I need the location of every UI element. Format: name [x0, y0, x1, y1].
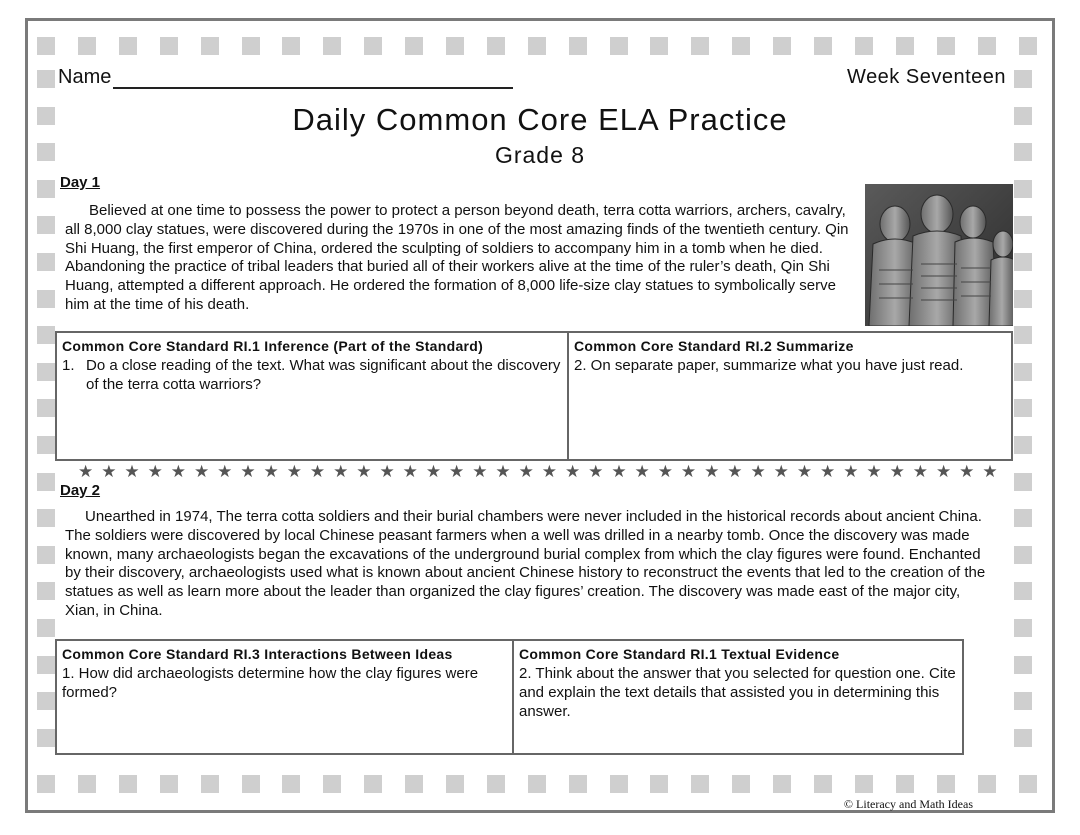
border-square: [446, 37, 464, 55]
copyright-notice: © Literacy and Math Ideas: [843, 797, 973, 811]
star-icon: ★: [170, 462, 186, 481]
star-icon: ★: [704, 462, 720, 481]
border-square: [732, 37, 750, 55]
border-square: [37, 473, 55, 491]
star-icon: ★: [611, 462, 627, 481]
border-square: [1014, 619, 1032, 637]
border-square: [1014, 656, 1032, 674]
border-square: [855, 775, 873, 793]
day2-questions-table: [55, 639, 964, 755]
star-icon: ★: [773, 462, 789, 481]
border-square: [650, 775, 668, 793]
border-square: [610, 775, 628, 793]
border-square: [1014, 326, 1032, 344]
star-icon: ★: [866, 462, 882, 481]
grade-label: Grade 8: [494, 142, 586, 168]
border-square: [323, 37, 341, 55]
border-square: [37, 656, 55, 674]
border-square: [37, 436, 55, 454]
border-square: [569, 775, 587, 793]
star-divider: [78, 462, 998, 482]
border-square: [160, 775, 178, 793]
border-square: [1014, 509, 1032, 527]
day2-question2-text: 2. Think about the answer that you selected for question one. Cite and explain the text details that assisted you in determining this answer.: [519, 665, 956, 720]
border-square: [1014, 582, 1032, 600]
border-square: [37, 619, 55, 637]
day1-question2-cell[interactable]: [567, 333, 1011, 459]
border-square: [937, 775, 955, 793]
border-square: [37, 253, 55, 271]
star-icon: ★: [588, 462, 604, 481]
day2-passage: Unearthed in 1974, The terra cotta soldiers and their burial chambers were never included in the historical records about ancient China. The soldiers were discovered by local Chinese peasant farmers when a well was drilled in a nearby tomb. Once the discovery was made known, many archaeologists began the excavations of the underground burial complex from which the clay figures were found. Enchanted by their discovery, archaeologists used what is known about ancient Chinese history to reconstruct the events that led to the creation of the statues as well as learn more about the leader than organized the clay figures’ creation. The discovery was made east of the major city, Xian, in China.: [65, 508, 986, 619]
border-square: [1014, 253, 1032, 271]
border-square: [37, 290, 55, 308]
border-square: [119, 37, 137, 55]
border-square: [855, 37, 873, 55]
border-square: [37, 775, 55, 793]
star-icon: ★: [286, 462, 302, 481]
star-icon: ★: [750, 462, 766, 481]
border-square: [1014, 692, 1032, 710]
star-icon: ★: [472, 462, 488, 481]
day2-question2-cell[interactable]: [512, 641, 962, 753]
border-square: [732, 775, 750, 793]
border-square: [1019, 37, 1037, 55]
border-square: [691, 775, 709, 793]
star-icon: ★: [101, 462, 117, 481]
border-square: [119, 775, 137, 793]
day1-question2-standard: Common Core Standard RI.2 Summarize: [574, 338, 854, 354]
star-icon: ★: [309, 462, 326, 481]
border-square: [896, 37, 914, 55]
star-icon: ★: [240, 462, 256, 481]
border-square: [814, 37, 832, 55]
star-icon: ★: [935, 462, 952, 481]
day1-question1-text: Do a close reading of the text. What was significant about the discovery of the terra cotta warriors?: [86, 357, 561, 393]
day1-question1-standard: Common Core Standard RI.1 Inference (Part of the Standard): [62, 338, 484, 354]
terra-cotta-warriors-photo: [865, 184, 1013, 326]
border-square: [1014, 216, 1032, 234]
name-label: Name: [58, 66, 112, 88]
border-square: [37, 363, 55, 381]
border-square: [405, 37, 423, 55]
day2-heading: Day 2: [60, 482, 101, 499]
border-square: [405, 775, 423, 793]
day2-question1-cell[interactable]: [57, 641, 512, 753]
border-square: [37, 216, 55, 234]
star-icon: ★: [402, 462, 418, 481]
border-square: [691, 37, 709, 55]
border-square: [323, 775, 341, 793]
border-square: [78, 775, 96, 793]
star-icon: ★: [727, 462, 743, 481]
star-icon: ★: [820, 462, 836, 481]
day1-heading: Day 1: [60, 174, 101, 191]
star-icon: ★: [982, 462, 998, 481]
border-square: [37, 582, 55, 600]
week-label: Week Seventeen: [847, 66, 1006, 88]
star-icon: ★: [193, 462, 210, 481]
day2-question2-standard: Common Core Standard RI.1 Textual Evidence: [519, 646, 840, 662]
star-icon: ★: [356, 462, 372, 481]
star-icon: ★: [889, 462, 905, 481]
border-square: [1014, 399, 1032, 417]
border-square: [242, 37, 260, 55]
star-icon: ★: [564, 462, 581, 481]
border-square: [201, 37, 219, 55]
name-field[interactable]: [58, 66, 513, 89]
star-icon: ★: [843, 462, 859, 481]
border-square: [37, 180, 55, 198]
day1-questions-table: [55, 331, 1013, 461]
star-icon: ★: [959, 462, 975, 481]
border-square: [78, 37, 96, 55]
day1-question1-number: 1.: [62, 357, 75, 374]
star-icon: ★: [634, 462, 650, 481]
border-square: [37, 326, 55, 344]
day2-question1-standard: Common Core Standard RI.3 Interactions Between Ideas: [62, 646, 453, 662]
name-blank-line[interactable]: [113, 69, 513, 89]
border-square: [37, 509, 55, 527]
star-icon: ★: [518, 462, 534, 481]
day1-passage: Believed at one time to possess the power to protect a person beyond death, terra cotta warriors, archers, cavalry, all 8,000 clay statues, were discovered during the 1970s in one of the most amazing finds of the twentieth century. Qin Shi Huang, the first emperor of China, ordered the sculpting of soldiers to accompany him in a tomb when he died. Abandoning the practice of tribal leaders that buried all of their workers alive at the time of the ruler’s death, Qin Shi Huang, attempted a different approach. He ordered the formation of 8,000 life-size clay statues to symbolically serve him at the time of his death.: [65, 202, 849, 313]
border-square: [1014, 180, 1032, 198]
day1-question2-text: 2. On separate paper, summarize what you have just read.: [574, 357, 964, 374]
terra-cotta-warriors-illustration: [865, 184, 1013, 326]
border-square: [978, 775, 996, 793]
border-square: [1014, 70, 1032, 88]
border-square: [487, 775, 505, 793]
border-square: [978, 37, 996, 55]
star-icon: ★: [495, 462, 511, 481]
border-square: [282, 775, 300, 793]
border-square: [1014, 290, 1032, 308]
border-square: [937, 37, 955, 55]
border-square: [37, 729, 55, 747]
star-icon: ★: [333, 462, 349, 481]
border-square: [1014, 729, 1032, 747]
border-square: [1014, 546, 1032, 564]
border-square: [528, 37, 546, 55]
day1-question1: [62, 356, 562, 394]
border-square: [364, 37, 382, 55]
border-square: [160, 37, 178, 55]
border-square: [37, 692, 55, 710]
star-icon: ★: [449, 462, 465, 481]
border-square: [487, 37, 505, 55]
border-square: [37, 546, 55, 564]
border-square: [773, 37, 791, 55]
star-icon: ★: [147, 462, 163, 481]
day1-question1-cell[interactable]: [57, 333, 567, 459]
border-square: [364, 775, 382, 793]
border-square: [242, 775, 260, 793]
star-icon: ★: [541, 462, 557, 481]
star-icon: ★: [124, 462, 140, 481]
border-square: [1014, 473, 1032, 491]
border-square: [37, 70, 55, 88]
star-icon: ★: [657, 462, 673, 481]
border-square: [201, 775, 219, 793]
star-icon: ★: [263, 462, 279, 481]
border-square: [569, 37, 587, 55]
border-square: [896, 775, 914, 793]
border-square: [1014, 363, 1032, 381]
day2-question1-text: 1. How did archaeologists determine how the clay figures were formed?: [62, 665, 479, 701]
border-square: [37, 399, 55, 417]
border-square: [1014, 436, 1032, 454]
page-title: Daily Common Core ELA Practice: [292, 102, 788, 137]
border-square: [282, 37, 300, 55]
star-icon: ★: [425, 462, 442, 481]
border-square: [610, 37, 628, 55]
star-icon: ★: [217, 462, 233, 481]
border-square: [37, 37, 55, 55]
star-icon: ★: [680, 462, 697, 481]
border-square: [446, 775, 464, 793]
star-icon: ★: [78, 462, 94, 481]
border-square: [814, 775, 832, 793]
border-square: [528, 775, 546, 793]
border-square: [650, 37, 668, 55]
border-square: [773, 775, 791, 793]
star-icon: ★: [379, 462, 395, 481]
star-icon: ★: [912, 462, 928, 481]
star-icon: ★: [796, 462, 813, 481]
border-square: [1019, 775, 1037, 793]
